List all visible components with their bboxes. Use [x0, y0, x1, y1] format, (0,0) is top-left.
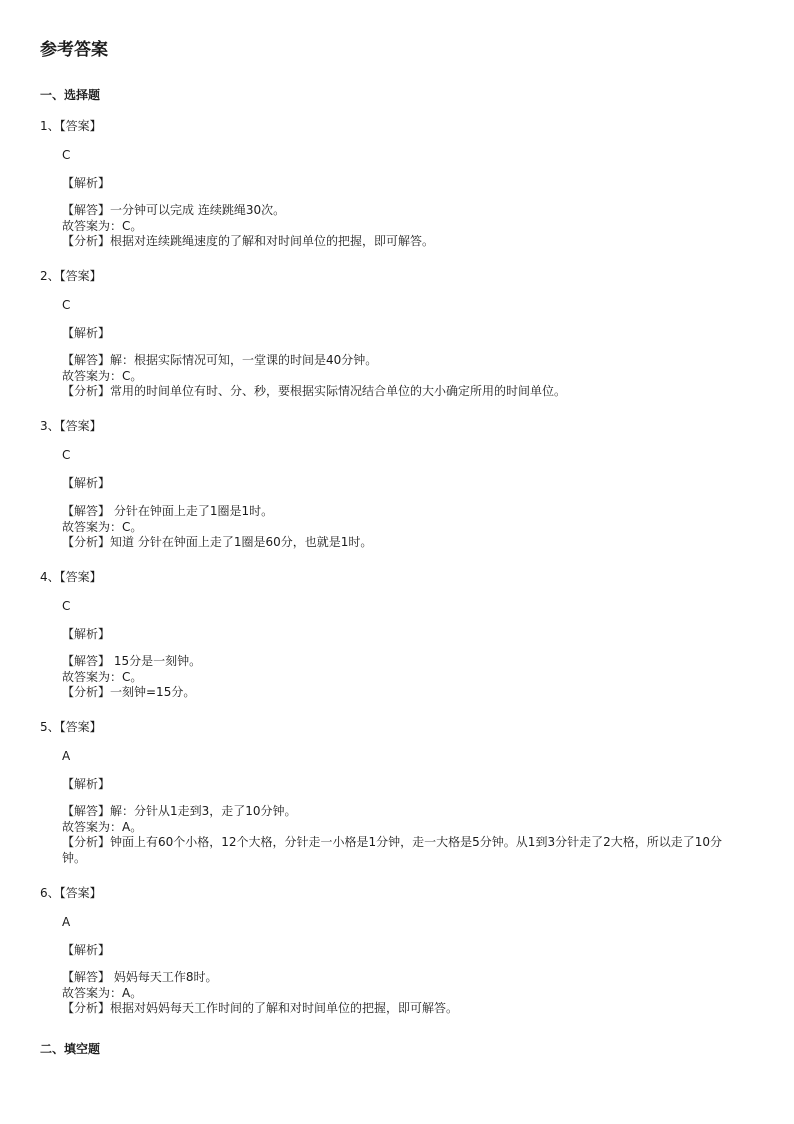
question-4-analysis-body: [62, 654, 722, 701]
question-1-analysis-body: [62, 203, 722, 250]
question-2-answer: C: [62, 298, 71, 312]
question-4-label: 4、【答案】: [40, 570, 102, 584]
question-5-answer: A: [62, 749, 71, 763]
question-1-answer: C: [62, 148, 71, 162]
question-5-reasoning: 【分析】钟面上有60个小格，12个大格，分针走一小格是1分钟，走一大格是5分钟。从1到3分针走了2大格，所以走了10分钟。: [62, 835, 722, 865]
question-1-solution: 【解答】一分钟可以完成 连续跳绳30次。: [62, 203, 286, 217]
question-3-analysis-body: [62, 504, 722, 551]
question-4-solution: 【解答】 15分是一刻钟。: [62, 654, 202, 668]
document-title: 参考答案: [40, 40, 108, 60]
question-6-analysis-body: [62, 970, 722, 1017]
section-title-fill: 二、填空题: [40, 1042, 101, 1056]
question-6-answer: A: [62, 915, 71, 929]
question-2-analysis-label: 【解析】: [62, 326, 111, 340]
question-5-conclusion: 故答案为：A。: [62, 819, 143, 834]
question-1-label: 1、【答案】: [40, 119, 102, 133]
question-4-reasoning: 【分析】一刻钟=15分。: [62, 685, 196, 699]
question-3-analysis-label: 【解析】: [62, 476, 111, 490]
question-6-solution: 【解答】 妈妈每天工作8时。: [62, 970, 218, 984]
question-1-analysis-label: 【解析】: [62, 176, 111, 190]
question-1-reasoning: 【分析】根据对连续跳绳速度的了解和对时间单位的把握，即可解答。: [62, 234, 435, 248]
question-5-solution: 【解答】解：分针从1走到3，走了10分钟。: [62, 804, 297, 818]
question-3-reasoning: 【分析】知道 分针在钟面上走了1圈是60分，也就是1时。: [62, 535, 373, 549]
question-6-conclusion: 故答案为：A。: [62, 985, 143, 1000]
question-5-analysis-label: 【解析】: [62, 777, 111, 791]
question-3-label: 3、【答案】: [40, 419, 102, 433]
question-3-conclusion: 故答案为：C。: [62, 519, 143, 534]
question-1-conclusion: 故答案为：C。: [62, 218, 143, 233]
question-4-answer: C: [62, 599, 71, 613]
question-2-reasoning: 【分析】常用的时间单位有时、分、秒，要根据实际情况结合单位的大小确定所用的时间单位。: [62, 384, 567, 398]
question-2-conclusion: 故答案为：C。: [62, 368, 143, 383]
question-3-solution: 【解答】 分针在钟面上走了1圈是1时。: [62, 504, 274, 518]
question-2-analysis-body: [62, 353, 722, 400]
question-6-label: 6、【答案】: [40, 886, 102, 900]
question-4-conclusion: 故答案为：C。: [62, 669, 143, 684]
question-6-analysis-label: 【解析】: [62, 943, 111, 957]
question-5-analysis-body: [62, 804, 722, 866]
question-2-label: 2、【答案】: [40, 269, 102, 283]
question-4-analysis-label: 【解析】: [62, 627, 111, 641]
section-title-choice: 一、选择题: [40, 88, 101, 102]
question-2-solution: 【解答】解：根据实际情况可知，一堂课的时间是40分钟。: [62, 353, 378, 367]
question-5-label: 5、【答案】: [40, 720, 102, 734]
question-6-reasoning: 【分析】根据对妈妈每天工作时间的了解和对时间单位的把握，即可解答。: [62, 1001, 459, 1015]
question-3-answer: C: [62, 448, 71, 462]
